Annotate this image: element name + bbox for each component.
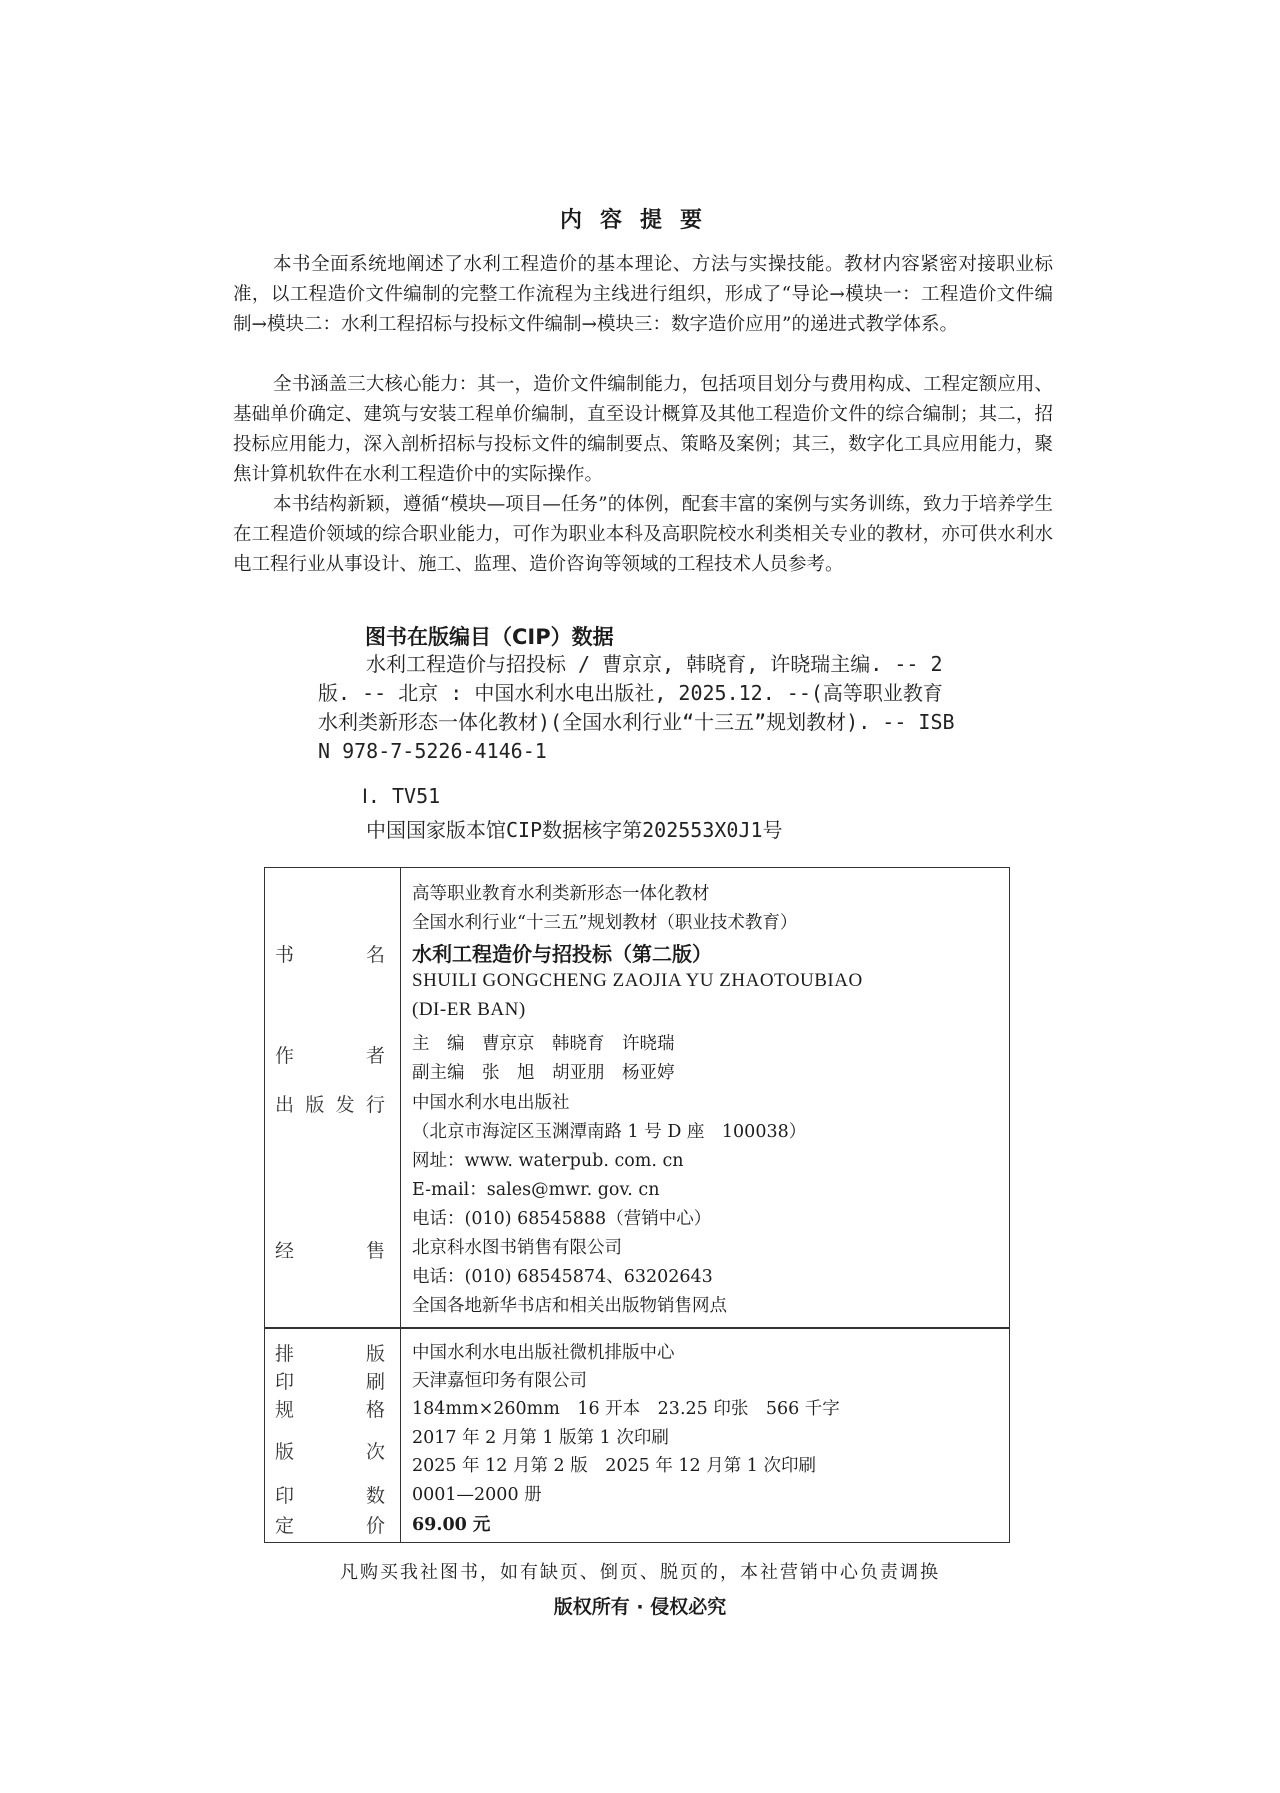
print-count-label: 印 数 [275, 1485, 385, 1507]
publisher-address: （北京市海淀区玉渊潭南路 1 号 D 座 100038） [412, 1122, 807, 1142]
colophon-table-top [264, 867, 1010, 1328]
typeset-label: 排 版 [275, 1343, 385, 1365]
colophon-table-bottom [264, 1328, 1010, 1543]
cip-body: 水利工程造价与招投标 / 曹京京, 韩晓育, 许晓瑞主编. -- 2版. -- 北京 : 中国水利水电出版社, 2025.12. --(高等职业教育水利类新形态一体化教材)(全国水利行业“十三五”规划教材). -- ISBN 978-7-5226-4146-1 [318, 652, 955, 763]
publisher-email: E-mail：sales@mwr. gov. cn [412, 1180, 660, 1200]
summary-paragraph-2: 全书涵盖三大核心能力：其一，造价文件编制能力，包括项目划分与费用构成、工程定额应用、基础单价确定、建筑与安装工程单价编制，直至设计概算及其他工程造价文件的综合编制；其二，招投标应用能力，深入剖析招标与投标文件的编制要点、策略及案例；其三，数字化工具应用能力，聚焦计算机软件在水利工程造价中的实际操作。 [233, 374, 1053, 485]
author-label: 作 者 [275, 1045, 385, 1067]
book-title-pinyin: SHUILI GONGCHENG ZAOJIA YU ZHAOTOUBIAO [412, 970, 863, 991]
price-label: 定 价 [275, 1515, 385, 1537]
spec: 184mm×260mm 16 开本 23.25 印张 566 千字 [412, 1399, 840, 1419]
book-title: 水利工程造价与招投标（第二版） [412, 942, 712, 966]
publisher: 中国水利水电出版社 [412, 1093, 570, 1113]
book-title-label: 书 名 [275, 944, 385, 966]
cip-classification: Ⅰ. TV51 [362, 784, 441, 808]
seller: 北京科水图书销售有限公司 [412, 1238, 622, 1258]
seller-network: 全国各地新华书店和相关出版物销售网点 [412, 1296, 727, 1316]
summary-paragraph-3: 本书结构新颖，遵循“模块—项目—任务”的体例，配套丰富的案例与实务训练，致力于培养学生在工程造价领域的综合职业能力，可作为职业本科及高职院校水利类相关专业的教材，亦可供水利水电工程行业从事设计、施工、监理、造价咨询等领域的工程技术人员参考。 [233, 494, 1053, 575]
spec-label: 规 格 [275, 1399, 385, 1421]
chief-editors: 主 编 曹京京 韩晓育 许晓瑞 [412, 1034, 675, 1054]
print-count: 0001—2000 册 [412, 1485, 542, 1505]
publisher-website: 网址：www. waterpub. com. cn [412, 1151, 684, 1171]
publisher-phone: 电话：(010) 68545888（营销中心） [412, 1209, 712, 1229]
book-title-pinyin-edition: (DI-ER BAN) [412, 999, 526, 1020]
edition-first: 2017 年 2 月第 1 版第 1 次印刷 [412, 1428, 669, 1448]
series-line-1: 高等职业教育水利类新形态一体化教材 [412, 884, 710, 904]
copyright-notice: 版权所有 · 侵权必究 [553, 1596, 727, 1618]
seller-label: 经 售 [275, 1240, 385, 1262]
seller-phone: 电话：(010) 68545874、63202643 [412, 1267, 713, 1287]
print-label: 印 刷 [275, 1371, 385, 1393]
typesetter: 中国水利水电出版社微机排版中心 [412, 1343, 675, 1363]
deputy-editors: 副主编 张 旭 胡亚朋 杨亚婷 [412, 1063, 675, 1083]
cip-verify-number: 中国国家版本馆CIP数据核字第202553X0J1号 [366, 818, 783, 842]
cip-title: 图书在版编目（CIP）数据 [365, 625, 614, 649]
edition-second: 2025 年 12 月第 2 版 2025 年 12 月第 1 次印刷 [412, 1456, 817, 1476]
summary-paragraph-1: 本书全面系统地阐述了水利工程造价的基本理论、方法与实操技能。教材内容紧密对接职业标准，以工程造价文件编制的完整工作流程为主线进行组织，形成了“导论→模块一：工程造价文件编制→模块二：水利工程招标与投标文件编制→模块三：数字造价应用”的递进式教学体系。 [233, 254, 1053, 335]
series-line-2: 全国水利行业“十三五”规划教材（职业技术教育） [412, 913, 798, 933]
replacement-notice: 凡购买我社图书，如有缺页、倒页、脱页的，本社营销中心负责调换 [340, 1562, 940, 1583]
publisher-label: 出 版 发 行 [275, 1094, 385, 1116]
printer: 天津嘉恒印务有限公司 [412, 1371, 587, 1391]
price: 69.00 元 [412, 1515, 491, 1535]
summary-title: 内容提要 [559, 207, 720, 233]
edition-label: 版 次 [275, 1441, 385, 1463]
